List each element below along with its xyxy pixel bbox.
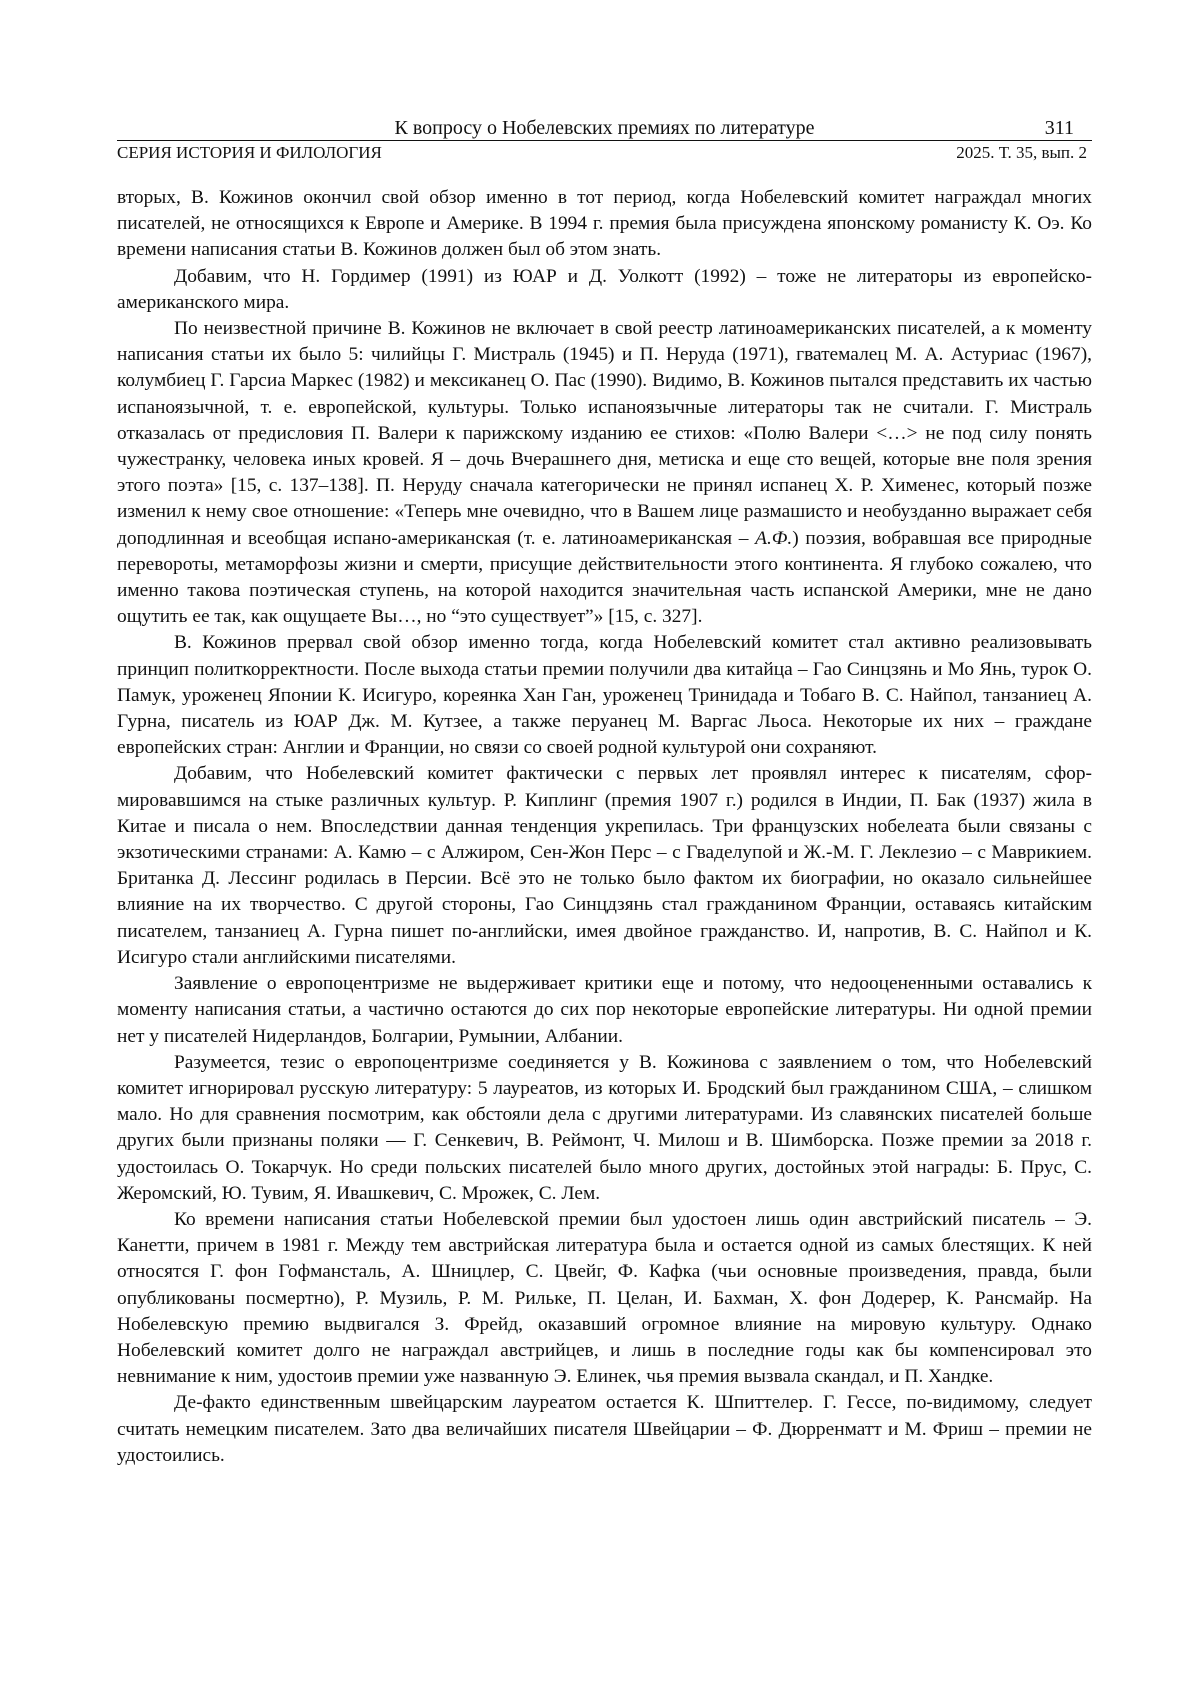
paragraph-3-tail: ) поэзия, вобравшая все природные перевороты, метаморфозы жизни и смерти, присущие действительности этого континента. Я глубоко сожалею, что именно такова поэтическая ступень, на которой находится значительная часть испанской Америки, мне не дано ощутить ее так, как ощущаете Вы…, но “это существует”» [15, с. 327]. <box>117 527 1092 628</box>
series-name: СЕРИЯ ИСТОРИЯ И ФИЛОЛОГИЯ <box>117 143 382 162</box>
paragraph-5: Добавим, что Нобелевский комитет фактически с первых лет проявлял интерес к писателям, сформировавшимся на стыке различных культур. Р. Киплинг (премия 1907 г.) родился в Индии, П. Бак (1937) жила в Китае и писала о нем. Впоследствии данная тенденция укрепилась. Три французских нобелеата были связаны с экзотическими странами: А. Камю – с Алжиром, Сен-Жон Перс – с Гваделупой и Ж.-М. Г. Леклезио – с Маврикием. Британка Д. Лессинг родилась в Персии. Всё это не только было фактом их биографии, но оказало сильнейшее влияние на их творчество. С другой стороны, Гао Синцдзянь стал гражданином Франции, оставаясь китайским писателем, танзаниец А. Гурна пишет по-английски, имея двойное гражданство. И, напротив, В. С. Найпол и К. Исигуро стали английскими писателями. <box>117 763 1092 968</box>
series-row <box>117 141 1092 165</box>
article-body <box>117 185 1092 1469</box>
author-initials: А.Ф. <box>755 527 793 549</box>
page-header <box>117 116 1092 166</box>
paragraph-2: Добавим, что Н. Гордимер (1991) из ЮАР и Д. Уолкотт (1992) – тоже не литераторы из европейско-американского мира. <box>117 265 1092 313</box>
paragraph-7: Разумеется, тезис о европоцентризме соединяется у В. Кожинова с заявлением о том, что Нобелевский комитет игнорировал русскую литературу: 5 лауреатов, из которых И. Бродский был гражданином США, – слишком мало. Но для сравнения посмотрим, как обстояли дела с другими литературами. Из славянских писателей больше других были признаны поляки — Г. Сенкевич, В. Реймонт, Ч. Милош и В. Шимборска. Позже премии за 2018 г. удостоилась О. Токарчук. Но среди польских писателей было много других, достойных этой награды: Б. Прус, С. Жеромский, Ю. Тувим, Я. Ивашкевич, С. Мрожек, С. Лем. <box>117 1051 1092 1204</box>
paragraph-6: Заявление о европоцентризме не выдерживает критики еще и потому, что недооцененными оставались к моменту написания статьи, а частично остаются до сих пор некоторые европейские литературы. Ни одной премии нет у писателей Нидерландов, Болгарии, Румынии, Албании. <box>117 973 1092 1047</box>
paragraph-9: Де-факто единственным швейцарским лауреатом остается К. Шпиттелер. Г. Гессе, по-видимому, следует считать немецким писателем. Зато два величайших писателя Швейцарии – Ф. Дюрренматт и М. Фриш – премии не удостоились. <box>117 1392 1092 1466</box>
paragraph-8: Ко времени написания статьи Нобелевской премии был удостоен лишь один австрийский писатель – Э. Канетти, причем в 1981 г. Между тем австрийская литература была и остается одной из самых блестящих. К ней относятся Г. фон Гофмансталь, А. Шницлер, С. Цвейг, Ф. Кафка (чьи основные произведения, правда, были опубликованы посмертно), Р. Музиль, Р. М. Рильке, П. Целан, И. Бахман, Х. фон Додерер, К. Рансмайр. На Нобелевскую премию выдвигался З. Фрейд, оказавший огромное влияние на мировую культуру. Однако Нобелевский комитет долго не награждал австрийцев, и лишь в последние годы как бы компенсировал это невнимание к ним, удостоив премии уже названную Э. Елинек, чья премия вызвала скандал, и П. Хандке. <box>117 1208 1092 1388</box>
running-title: К вопросу о Нобелевских премиях по литературе <box>394 117 815 139</box>
issue-info: 2025. Т. 35, вып. 2 <box>956 143 1087 162</box>
running-header-row <box>117 116 1092 141</box>
page-number: 311 <box>1044 117 1074 139</box>
journal-page <box>117 116 1092 1469</box>
paragraph-3 <box>117 316 1092 630</box>
paragraph-4: В. Кожинов прервал свой обзор именно тогда, когда Нобелевский комитет стал активно реализовывать принцип политкорректности. После выхода статьи премии получили два китайца – Гао Синцзянь и Мо Янь, турок О. Памук, уроженец Японии К. Исигуро, кореянка Хан Ган, уроженец Тринидада и Тобаго В. С. Найпол, танзаниец А. Гурна, писатель из ЮАР Дж. М. Кутзее, а также перуанец М. Варгас Льоса. Некоторые их них – граждане европейских стран: Англии и Франции, но связи со своей родной культурой они сохраняют. <box>117 632 1092 759</box>
paragraph-3-text: По неизвестной причине В. Кожинов не включает в свой реестр латиноамериканских писателей, а к моменту написания статьи их было 5: чилийцы Г. Мистраль (1945) и П. Неруда (1971), гватемалец М. А. Астуриас (1967), колумбиец Г. Гарсиа Маркес (1982) и мексиканец О. Пас (1990). Видимо, В. Кожинов пытался представить их частью испаноязычной, т. е. европейской, культуры. Только испаноязычные литераторы так не считали. Г. Мистраль отказалась от предисловия П. Валери к парижскому изданию ее стихов: «Полю Валери <…> не под силу понять чужестранку, человека иных кровей. Я – дочь Вчерашнего дня, метиска и еще сто вещей, которые вне поля зрения этого поэта» [15, с. 137–138]. П. Неруду сначала категорически не принял испанец Х. Р. Хименес, который позже изменил к нему свое отношение: «Теперь мне очевидно, что в Вашем лице размашисто и необузданно выражает себя доподлинная и всеобщая испано-американская (т. е. латиноамериканская – <box>117 318 1092 549</box>
paragraph-1: вторых, В. Кожинов окончил свой обзор именно в тот период, когда Нобелевский комитет награждал многих писателей, не относящихся к Европе и Америке. В 1994 г. премия была присуждена японскому романисту К. Оэ. Ко времени написания статьи В. Кожинов должен был об этом знать. <box>117 187 1092 261</box>
